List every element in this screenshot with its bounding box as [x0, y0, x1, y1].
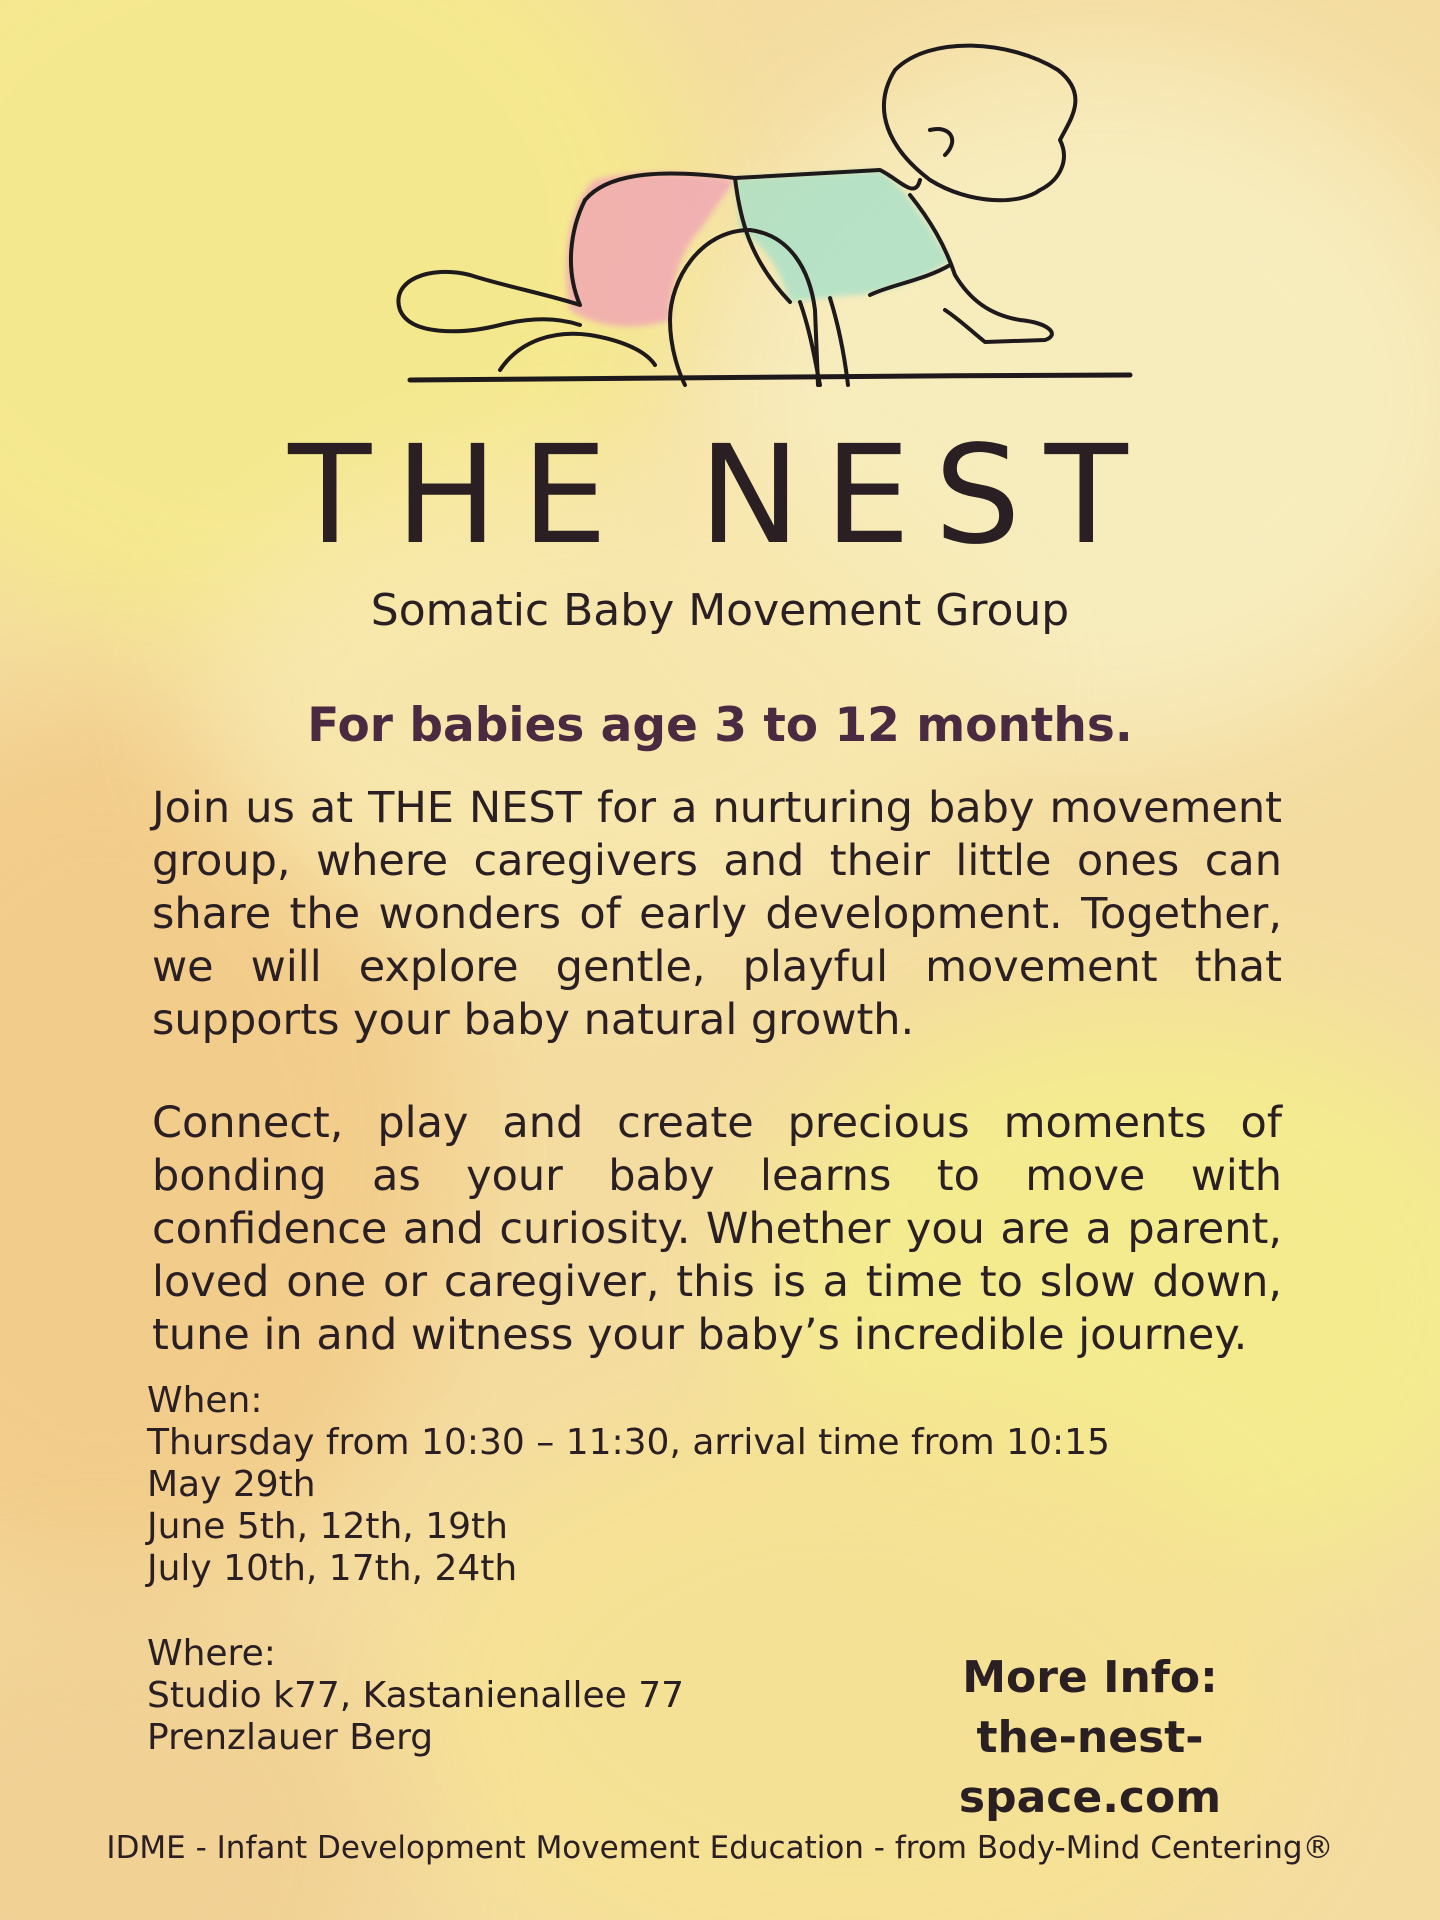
intro-paragraph: Join us at THE NEST for a nurturing baby movement group, where caregivers and their little ones can share the wonders of early development. Together, we will explore gentle, playful movement that supports your baby natural growth. [152, 783, 1282, 1045]
website-link[interactable]: the-nest-space.com [958, 1712, 1222, 1823]
address-line: Prenzlauer Berg [147, 1717, 434, 1758]
crawling-baby-illustration [370, 30, 1150, 440]
schedule-line: Thursday from 10:30 – 11:30, arrival time from 10:15 [147, 1422, 1110, 1463]
more-info-block [880, 1648, 1300, 1828]
where-label: Where: [147, 1633, 276, 1674]
schedule-block [147, 1380, 1110, 1590]
when-label: When: [147, 1380, 263, 1421]
schedule-line: June 5th, 12th, 19th [147, 1506, 508, 1547]
subtitle: Somatic Baby Movement Group [370, 585, 1070, 636]
location-block [147, 1633, 684, 1759]
address-line: Studio k77, Kastanienallee 77 [147, 1675, 685, 1716]
more-info-label: More Info: [962, 1652, 1218, 1703]
schedule-line: May 29th [147, 1464, 316, 1505]
page-title: THE NEST [288, 417, 1152, 575]
schedule-line: July 10th, 17th, 24th [147, 1548, 518, 1589]
bonding-paragraph: Connect, play and create precious moments of bonding as your baby learns to move with confidence and curiosity. Whether you are a parent, loved one or caregiver, this is a time to slow down, tune in and witness your baby’s incredible journey. [152, 1098, 1282, 1360]
footer-credit: IDME - Infant Development Movement Education - from Body-Mind Centering® [106, 1830, 1334, 1866]
age-range-heading: For babies age 3 to 12 months. [307, 698, 1133, 753]
